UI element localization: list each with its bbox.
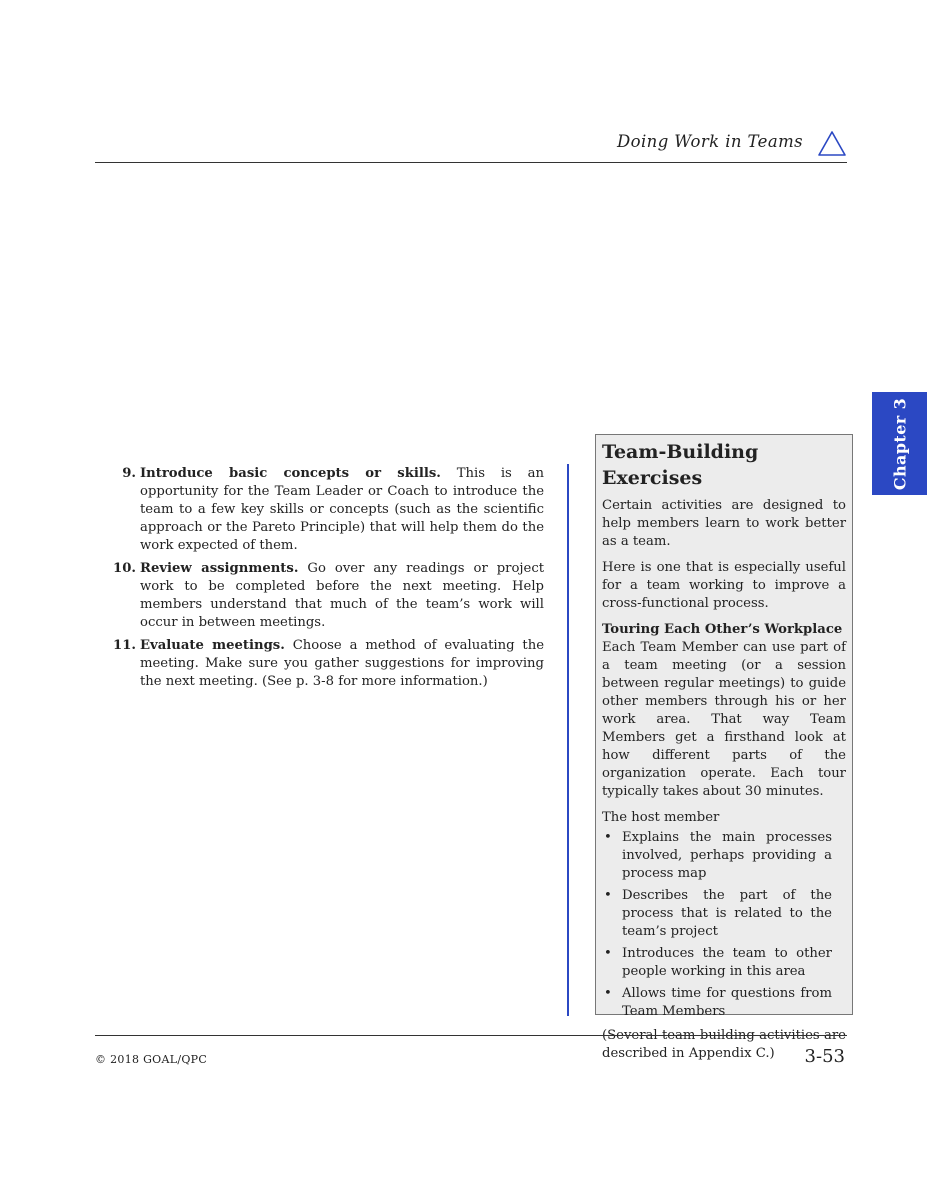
chapter-tab-label: Chapter 3 [890,397,909,490]
margin-rule [567,464,569,1016]
running-head-title: Doing Work in Teams [617,132,803,151]
step-number: 9. [122,466,136,481]
list-item: • Allows time for questions from Team Members [602,985,846,1021]
page-number: 3-53 [804,1046,845,1067]
step-item [112,560,544,632]
step-title: Review assignments. [140,561,299,576]
step-number: 11. [113,638,136,653]
sidebar-host-label: The host member [602,810,720,825]
step-text: This is an opportunity for the Team Leader or Coach to introduce the team to a few key skills or concepts (such as the scientific approach or the Pareto Principle) that will help them do the work expected of them. [140,466,544,553]
step-text: Choose a method of evaluating the meeting. Make sure you gather suggestions for improving the next meeting. (See p. 3-8 for more information.) [140,638,544,689]
step-number: 10. [113,561,136,576]
sidebar-closing: (Several team-building activities are described in Appendix C.) [602,1028,846,1061]
triangle-icon [817,130,847,158]
sidebar-title: Team-Building Exercises [602,441,759,489]
list-item: • Explains the main processes involved, perhaps providing a process map [602,829,846,883]
step-title: Introduce basic concepts or skills. [140,466,441,481]
page-header [95,126,847,163]
sidebar-paragraph: Each Team Member can use part of a team meeting (or a session between regular meetings) to guide other members through his or her work area. That way Team Members get a firsthand look at how different parts of the organization operate. Each tour typically takes about 30 minutes. [602,640,846,799]
sidebar-bullet-list [602,829,846,1021]
sidebar-intro: Certain activities are designed to help members learn to work better as a team. [602,498,846,549]
step-text: Go over any readings or project work to be completed before the next meeting. Help members understand that much of the team’s work will occur in between meetings. [140,561,545,630]
chapter-tab [872,392,927,495]
copyright: © 2018 GOAL/QPC [95,1053,208,1066]
step-item [112,465,544,555]
page-footer [95,1035,847,1076]
numbered-steps [112,465,544,696]
step-item [112,637,544,691]
sidebar-paragraph: Here is one that is especially useful for a team working to improve a cross-functional process. [602,560,846,611]
list-item: • Introduces the team to other people working in this area [602,945,846,981]
sidebar-subheading: Touring Each Other’s Workplace [602,622,843,637]
list-item: • Describes the part of the process that is related to the team’s project [602,887,846,941]
step-title: Evaluate meetings. [140,638,285,653]
